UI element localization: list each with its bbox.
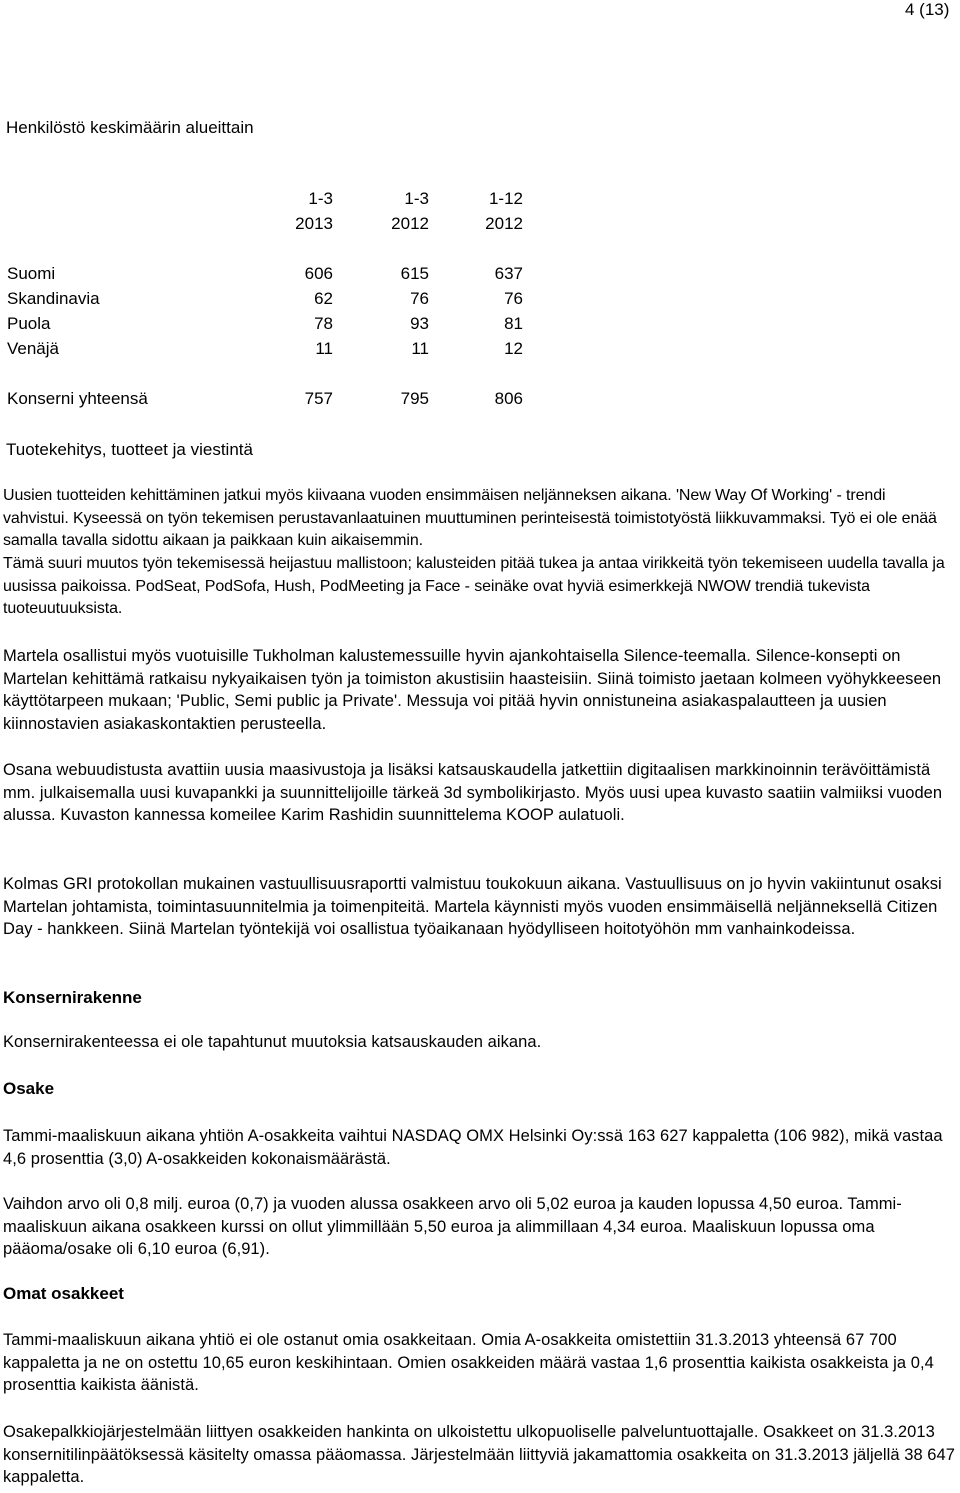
cell: 806 (494, 389, 523, 408)
cell: 62 (314, 289, 333, 308)
structure-heading: Konsernirakenne (3, 988, 142, 1007)
table-header-row (7, 211, 527, 236)
share-heading: Osake (3, 1079, 55, 1098)
table-row (7, 336, 527, 361)
cell: 606 (304, 264, 333, 283)
table-header-row (7, 186, 527, 211)
cell: 615 (400, 264, 429, 283)
own-shares-paragraph-1: Tammi-maaliskuun aikana yhtiö ei ole ostanut omia osakkeitaan. Omia A-osakkeita omistettiin 31.3.2013 yhteensä 67 700 kappaletta ja ne on ostettu 10,65 euron keskihintaan. Omien osakkeiden määrä vastaa 1,6 prosenttia kaikista osakkeista ja 0,4 prosenttia kaikista äänistä. (3, 1331, 934, 1395)
structure-paragraph: Konsernirakenteessa ei ole tapahtunut muutoksia katsauskauden aikana. (3, 1033, 542, 1051)
cell: 78 (314, 314, 333, 333)
product-dev-paragraph-4: Kolmas GRI protokollan mukainen vastuullisuusraportti valmistuu toukokuun aikana. Vastuullisuus on jo hyvin vakiintunut osaksi Martelan johtamista, toimintasuunnitelmia ja toimenpiteitä. Martela käynnisti myös vuoden ensimmäisellä neljänneksellä Citizen Day - hankkeen. Siinä Martelan työntekijä voi osallistua työaikanaan hyödylliseen hoitotyöhön mm vanhainkodeissa. (3, 875, 942, 939)
cell: 81 (504, 314, 523, 333)
product-dev-paragraph-2: Martela osallistui myös vuotuisille Tukholman kalustemessuille hyvin ajankohtaisella Silence-teemalla. Silence-konsepti on Martelan kehittämä ratkaisu nykyaikaisen työn ja toimiston akustisiin haasteisiin. Siinä toimisto jaetaan kolmeen vyöhykkeeseen käyttötarpeen mukaan; 'Public, Semi public ja Private'. Messuja voi pitää hyvin onnistuneina asiakaspalautteen ja uusien kiinnostavien asiakaskontaktien perusteella. (3, 647, 942, 733)
row-label: Suomi (7, 264, 56, 283)
cell: 11 (411, 339, 429, 358)
table-row (7, 311, 527, 336)
table-row (7, 261, 527, 286)
table-row (7, 286, 527, 311)
product-dev-paragraph-1a: Uusien tuotteiden kehittäminen jatkui myös kiivaana vuoden ensimmäisen neljänneksen aikana. 'New Way Of Working' - trendi vahvistui. Kyseessä on työn tekemisen perustavanlaatuinen muuttuminen perinteisestä toimistotyöstä liikkuvammaksi. Työ ei ole enää samalla tavalla sidottu aikaan ja paikkaan kuin aikaisemmin. (3, 487, 937, 550)
table-total-row (7, 386, 527, 411)
cell: 11 (315, 339, 333, 358)
product-dev-paragraph-1b: Tämä suuri muutos työn tekemisessä heijastuu mallistoon; kalusteiden pitää tukea ja antaa virikkeitä työn tekemiseen uudella tavalla ja uusissa paikoissa. PodSeat, PodSofa, Hush, PodMeeting ja Face - seinäke ovat hyviä esimerkkejä NWOW trendiä tukevista tuoteuutuuksista. (3, 555, 945, 618)
header-cell: 2013 (295, 214, 333, 233)
cell: 637 (494, 264, 523, 283)
row-label: Konserni yhteensä (7, 389, 148, 408)
cell: 795 (400, 389, 429, 408)
staff-table (7, 186, 527, 411)
cell: 93 (410, 314, 429, 333)
cell: 76 (504, 289, 523, 308)
header-cell: 1-3 (404, 189, 429, 208)
cell: 12 (504, 339, 523, 358)
staff-section-title: Henkilöstö keskimäärin alueittain (6, 118, 254, 137)
header-cell: 1-12 (488, 189, 523, 208)
product-dev-title: Tuotekehitys, tuotteet ja viestintä (6, 440, 253, 459)
cell: 76 (410, 289, 429, 308)
page-number: 4 (13) (905, 0, 950, 19)
share-paragraph-1: Tammi-maaliskuun aikana yhtiön A-osakkeita vaihtui NASDAQ OMX Helsinki Oy:ssä 163 627 kappaletta (106 982), mikä vastaa 4,6 prosenttia (3,0) A-osakkeiden kokonaismäärästä. (3, 1127, 943, 1168)
header-cell: 1-3 (308, 189, 333, 208)
row-label: Skandinavia (7, 289, 100, 308)
own-shares-paragraph-2: Osakepalkkiojärjestelmään liittyen osakkeiden hankinta on ulkoistettu ulkopuoliselle palveluntuottajalle. Osakkeet on 31.3.2013 konsernitilinpäätöksessä käsitelty omassa pääomassa. Järjestelmään liittyviä jakamattomia osakkeita on 31.3.2013 jäljellä 38 647 kappaletta. (3, 1423, 955, 1487)
share-paragraph-2: Vaihdon arvo oli 0,8 milj. euroa (0,7) ja vuoden alussa osakkeen arvo oli 5,02 euroa ja kauden lopussa 4,50 euroa. Tammi-maaliskuun aikana osakkeen kurssi on ollut ylimmillään 5,50 euroa ja alimmillaan 4,34 euroa. Maaliskuun lopussa oma pääoma/osake oli 6,10 euroa (6,91). (3, 1195, 902, 1259)
own-shares-heading: Omat osakkeet (3, 1284, 124, 1303)
product-dev-paragraph-3: Osana webuudistusta avattiin uusia maasivustoja ja lisäksi katsauskaudella jatkettiin digitaalisen markkinoinnin terävöittämistä mm. julkaisemalla uusi kuvapankki ja suunnittelijoille tärkeä 3d symbolikirjasto. Myös uusi upea kuvasto saatiin valmiiksi vuoden alussa. Kuvaston kannessa komeilee Karim Rashidin suunnittelema KOOP aulatuoli. (3, 761, 943, 825)
header-cell: 2012 (485, 214, 523, 233)
cell: 757 (304, 389, 333, 408)
row-label: Puola (7, 314, 51, 333)
header-cell: 2012 (391, 214, 429, 233)
row-label: Venäjä (7, 339, 59, 358)
